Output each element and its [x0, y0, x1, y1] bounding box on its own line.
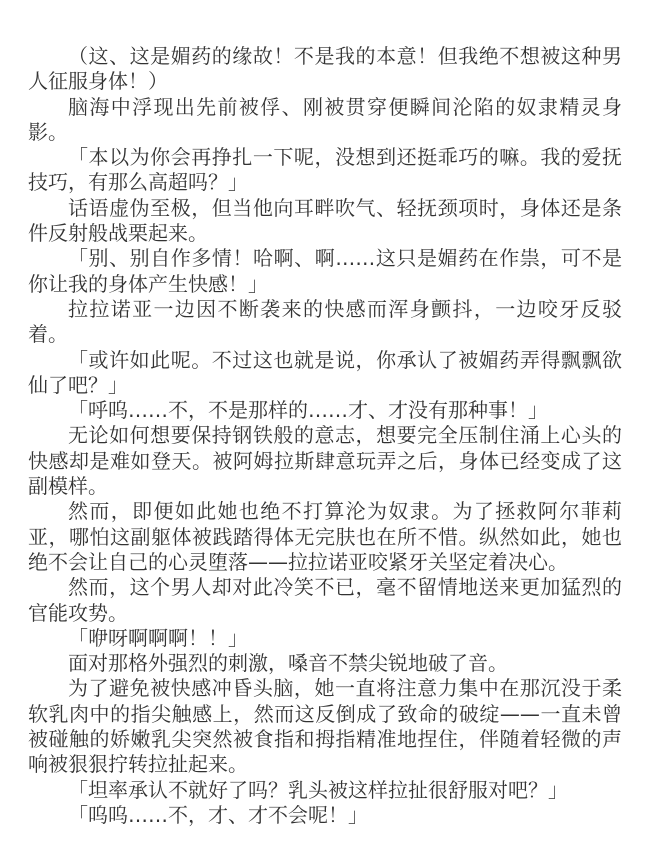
- paragraph: 拉拉诺亚一边因不断袭来的快感而浑身颤抖，一边咬牙反驳着。: [28, 296, 622, 347]
- paragraph: 「呜呜……不，才、才不会呢！」: [68, 802, 368, 827]
- paragraph: 「呼呜……不，不是那样的……才、才没有那种事！」: [68, 398, 548, 423]
- paragraph: 「本以为你会再挣扎一下呢，没想到还挺乖巧的嘛。我的爱抚技巧，有那么高超吗？」: [28, 145, 622, 195]
- paragraph: 为了避免被快感冲昏头脑，她一直将注意力集中在那沉没于柔软乳肉中的指尖触感上，然而这反倒成了致命的破绽——一直未曾被碰触的娇嫩乳尖突然被食指和拇指精准地捏住，伴随着轻微的声响被狠狠拧转拉扯起来。: [28, 676, 622, 777]
- paragraph: 然而，这个男人却对此冷笑不已，毫不留情地送来更加猛烈的官能攻势。: [28, 575, 622, 625]
- paragraph: 无论如何想要保持钢铁般的意志，想要完全压制住涌上心头的快感却是难如登天。被阿姆拉斯肆意玩弄之后，身体已经变成了这副模样。: [28, 423, 622, 499]
- paragraph: 脑海中浮现出先前被俘、刚被贯穿便瞬间沦陷的奴隶精灵身影。: [28, 94, 622, 144]
- paragraph: 「或许如此呢。不过这也就是说，你承认了被媚药弄得飘飘欲仙了吧？」: [28, 347, 622, 397]
- paragraph: 「别、别自作多情！哈啊、啊……这只是媚药在作祟，可不是你让我的身体产生快感！」: [28, 246, 622, 296]
- paragraph: 面对那格外强烈的刺激，嗓音不禁尖锐地破了音。: [68, 651, 508, 676]
- paragraph: 「坦率承认不就好了吗？乳头被这样拉扯很舒服对吧？」: [68, 777, 568, 802]
- paragraph: 「咿呀啊啊啊！！」: [68, 625, 248, 650]
- paragraph: （这、这是媚药的缘故！不是我的本意！但我绝不想被这种男人征服身体！）: [28, 44, 622, 94]
- paragraph: 然而，即便如此她也绝不打算沦为奴隶。为了拯救阿尔菲莉亚，哪怕这副躯体被践踏得体无完肤也在所不惜。纵然如此，她也绝不会让自己的心灵堕落——拉拉诺亚咬紧牙关坚定着决心。: [28, 499, 622, 574]
- paragraph: 话语虚伪至极，但当他向耳畔吹气、轻抚颈项时，身体还是条件反射般战栗起来。: [28, 195, 622, 246]
